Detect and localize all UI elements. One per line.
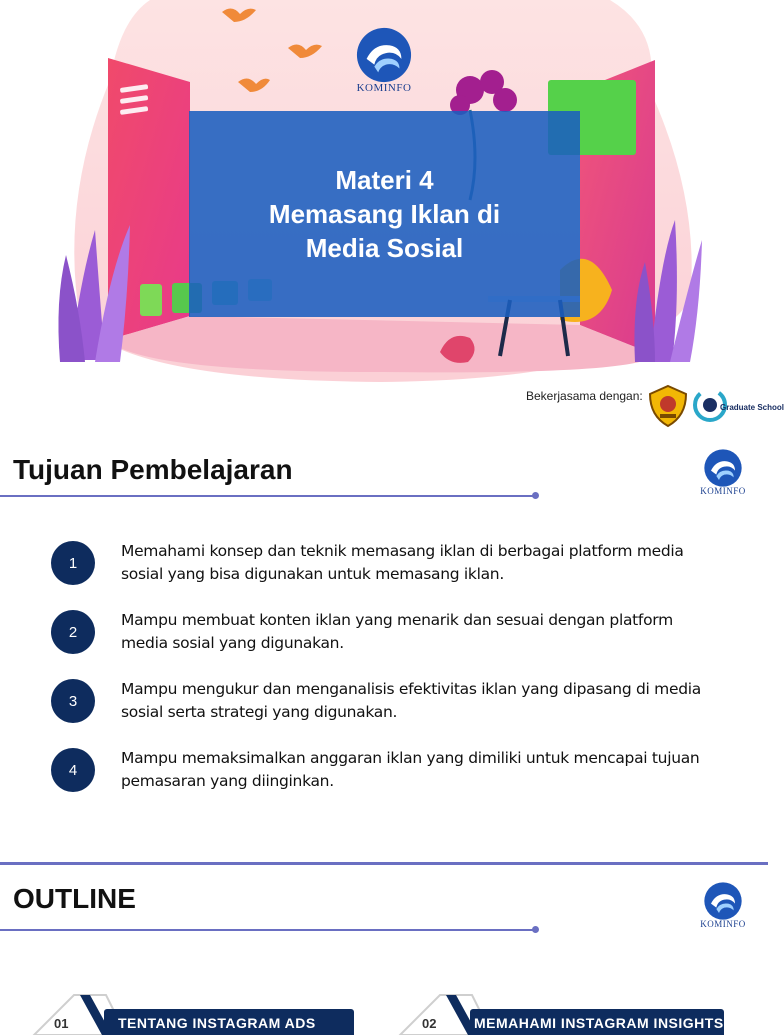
- goal-text: Mampu membuat konten iklan yang menarik dan sesuai dengan platform media sosial yang digunakan.: [121, 611, 673, 652]
- outline-item-number: 02: [422, 1016, 437, 1031]
- kominfo-logo: [700, 448, 746, 496]
- goal-item: [51, 747, 731, 797]
- kominfo-wordmark: KOMINFO: [700, 919, 746, 929]
- goal-item: [51, 609, 731, 659]
- cover-title-box: [189, 111, 580, 317]
- goals-heading-dot: [532, 492, 539, 499]
- goal-text: Memahami konsep dan teknik memasang iklan di berbagai platform media sosial yang bisa digunakan untuk memasang iklan.: [121, 542, 684, 583]
- kominfo-wordmark: KOMINFO: [700, 486, 746, 496]
- partner-university-crest-icon: [646, 384, 690, 428]
- learning-goals-slide: [0, 438, 768, 862]
- kominfo-emblem-icon: [703, 448, 743, 488]
- outline-heading-rule: [0, 929, 536, 931]
- goal-item: [51, 678, 731, 728]
- goals-heading-rule: [0, 495, 534, 497]
- goal-number-badge: 2: [51, 610, 95, 654]
- goal-number-badge: 4: [51, 748, 95, 792]
- outline-item-label: TENTANG INSTAGRAM ADS: [118, 1015, 316, 1031]
- graduate-school-name: Graduate School: [720, 403, 784, 412]
- kominfo-logo: [700, 881, 746, 929]
- outline-heading-dot: [532, 926, 539, 933]
- kominfo-emblem-icon: [355, 26, 413, 84]
- goal-number-badge: 1: [51, 541, 95, 585]
- goal-text: Mampu memaksimalkan anggaran iklan yang dimiliki untuk mencapai tujuan pemasaran yang diinginkan.: [121, 749, 700, 790]
- kominfo-logo: [348, 26, 420, 94]
- kominfo-emblem-icon: [703, 881, 743, 921]
- goal-item: [51, 540, 731, 590]
- outline-item-number: 01: [54, 1016, 69, 1031]
- kominfo-wordmark: KOMINFO: [356, 82, 412, 94]
- outline-item: [396, 995, 726, 1035]
- goals-heading: Tujuan Pembelajaran: [13, 454, 293, 485]
- outline-slide: [0, 865, 768, 1031]
- outline-heading: OUTLINE: [13, 883, 136, 914]
- cover-title-line-1: Materi 4: [335, 165, 434, 195]
- cover-title-line-2: Memasang Iklan di: [268, 199, 501, 229]
- partner-label: Bekerjasama dengan:: [526, 389, 643, 403]
- outline-item: [30, 995, 360, 1035]
- goal-text: Mampu mengukur dan menganalisis efektivitas iklan yang dipasang di media sosial serta strategi yang digunakan.: [121, 680, 701, 721]
- outline-item-label: MEMAHAMI INSTAGRAM INSIGHTS: [474, 1015, 724, 1031]
- cover-slide: [0, 0, 784, 438]
- goal-number-badge: 3: [51, 679, 95, 723]
- cover-title-line-3: Media Sosial: [305, 233, 464, 263]
